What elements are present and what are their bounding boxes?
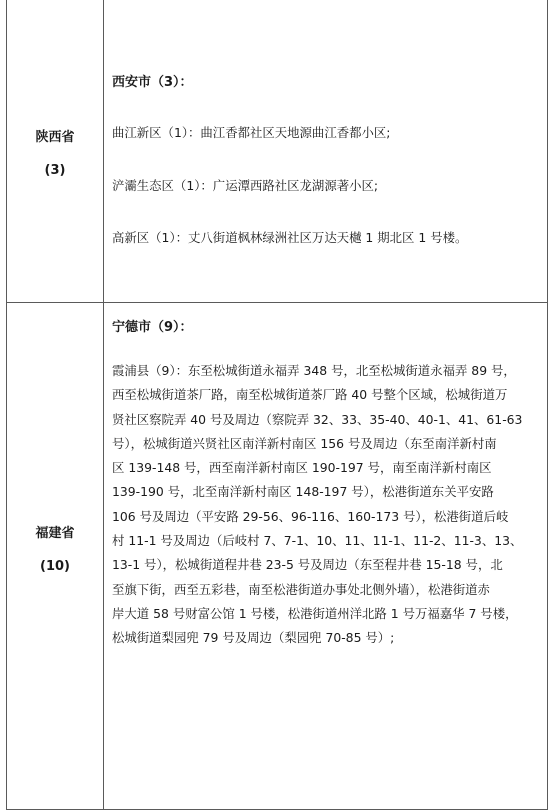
paragraph-line: 139-190 号，北至南洋新村南区 148-197 号），松港街道东关平安路 <box>112 484 494 500</box>
district-line: 曲江新区（1）：曲江香都社区天地源曲江香都小区; <box>112 125 391 140</box>
district-line: 高新区（1）：丈八街道枫林绿洲社区万达天樾 1 期北区 1 号楼。 <box>112 230 468 245</box>
province-name: 福建省 <box>35 526 75 541</box>
paragraph-line: 号），松城街道兴贤社区南洋新村南区 156 号及周边（东至南洋新村南 <box>112 435 497 451</box>
paragraph-line: 西至松城街道茶厂路，南至松城街道茶厂路 40 号整个区域，松城街道万 <box>112 387 508 403</box>
province-cell-fujian <box>7 517 103 583</box>
row-divider <box>7 302 547 303</box>
paragraph-line: 村 11-1 号及周边（后岐村 7、7-1、10、11、11-1、11-2、11-3、13、 <box>112 533 523 549</box>
paragraph-line: 岸大道 58 号财富公馆 1 号楼，松港街道州洋北路 1 号万福嘉华 7 号楼， <box>112 605 518 621</box>
paragraph-line: 13-1 号），松城街道程井巷 23-5 号及周边（东至程井巷 15-18 号，北 <box>112 557 503 573</box>
paragraph-line: 霞浦县（9）：东至松城街道永福弄 348 号，北至松城街道永福弄 89 号， <box>112 363 516 378</box>
paragraph-line: 106 号及周边（平安路 29-56、96-116、160-173 号），松港街道后岐 <box>112 508 509 524</box>
province-count: (3) <box>44 163 66 178</box>
paragraph-line: 贤社区察院弄 40 号及周边（察院弄 32、33、35-40、40-1、41、61-63 <box>112 411 523 427</box>
city-heading-ningde: 宁德市（9）： <box>112 320 193 335</box>
province-count: (10) <box>40 559 70 574</box>
paragraph-line: 松城街道梨园兜 79 号及周边（梨园兜 70-85 号）; <box>112 630 395 646</box>
province-name: 陕西省 <box>35 130 75 145</box>
province-cell-shaanxi <box>7 121 103 187</box>
district-paragraph-xiapu <box>112 359 550 651</box>
column-divider <box>103 0 104 809</box>
region-table <box>6 0 548 810</box>
district-line: 浐灞生态区（1）：广运潭西路社区龙湖源著小区; <box>112 178 379 193</box>
paragraph-line: 至旗下街，西至五彩巷，南至松港街道办事处北侧外墙），松港街道赤 <box>112 581 490 597</box>
city-heading-xian: 西安市（3）： <box>112 75 193 90</box>
paragraph-line: 区 139-148 号，西至南洋新村南区 190-197 号，南至南洋新村南区 <box>112 460 492 476</box>
